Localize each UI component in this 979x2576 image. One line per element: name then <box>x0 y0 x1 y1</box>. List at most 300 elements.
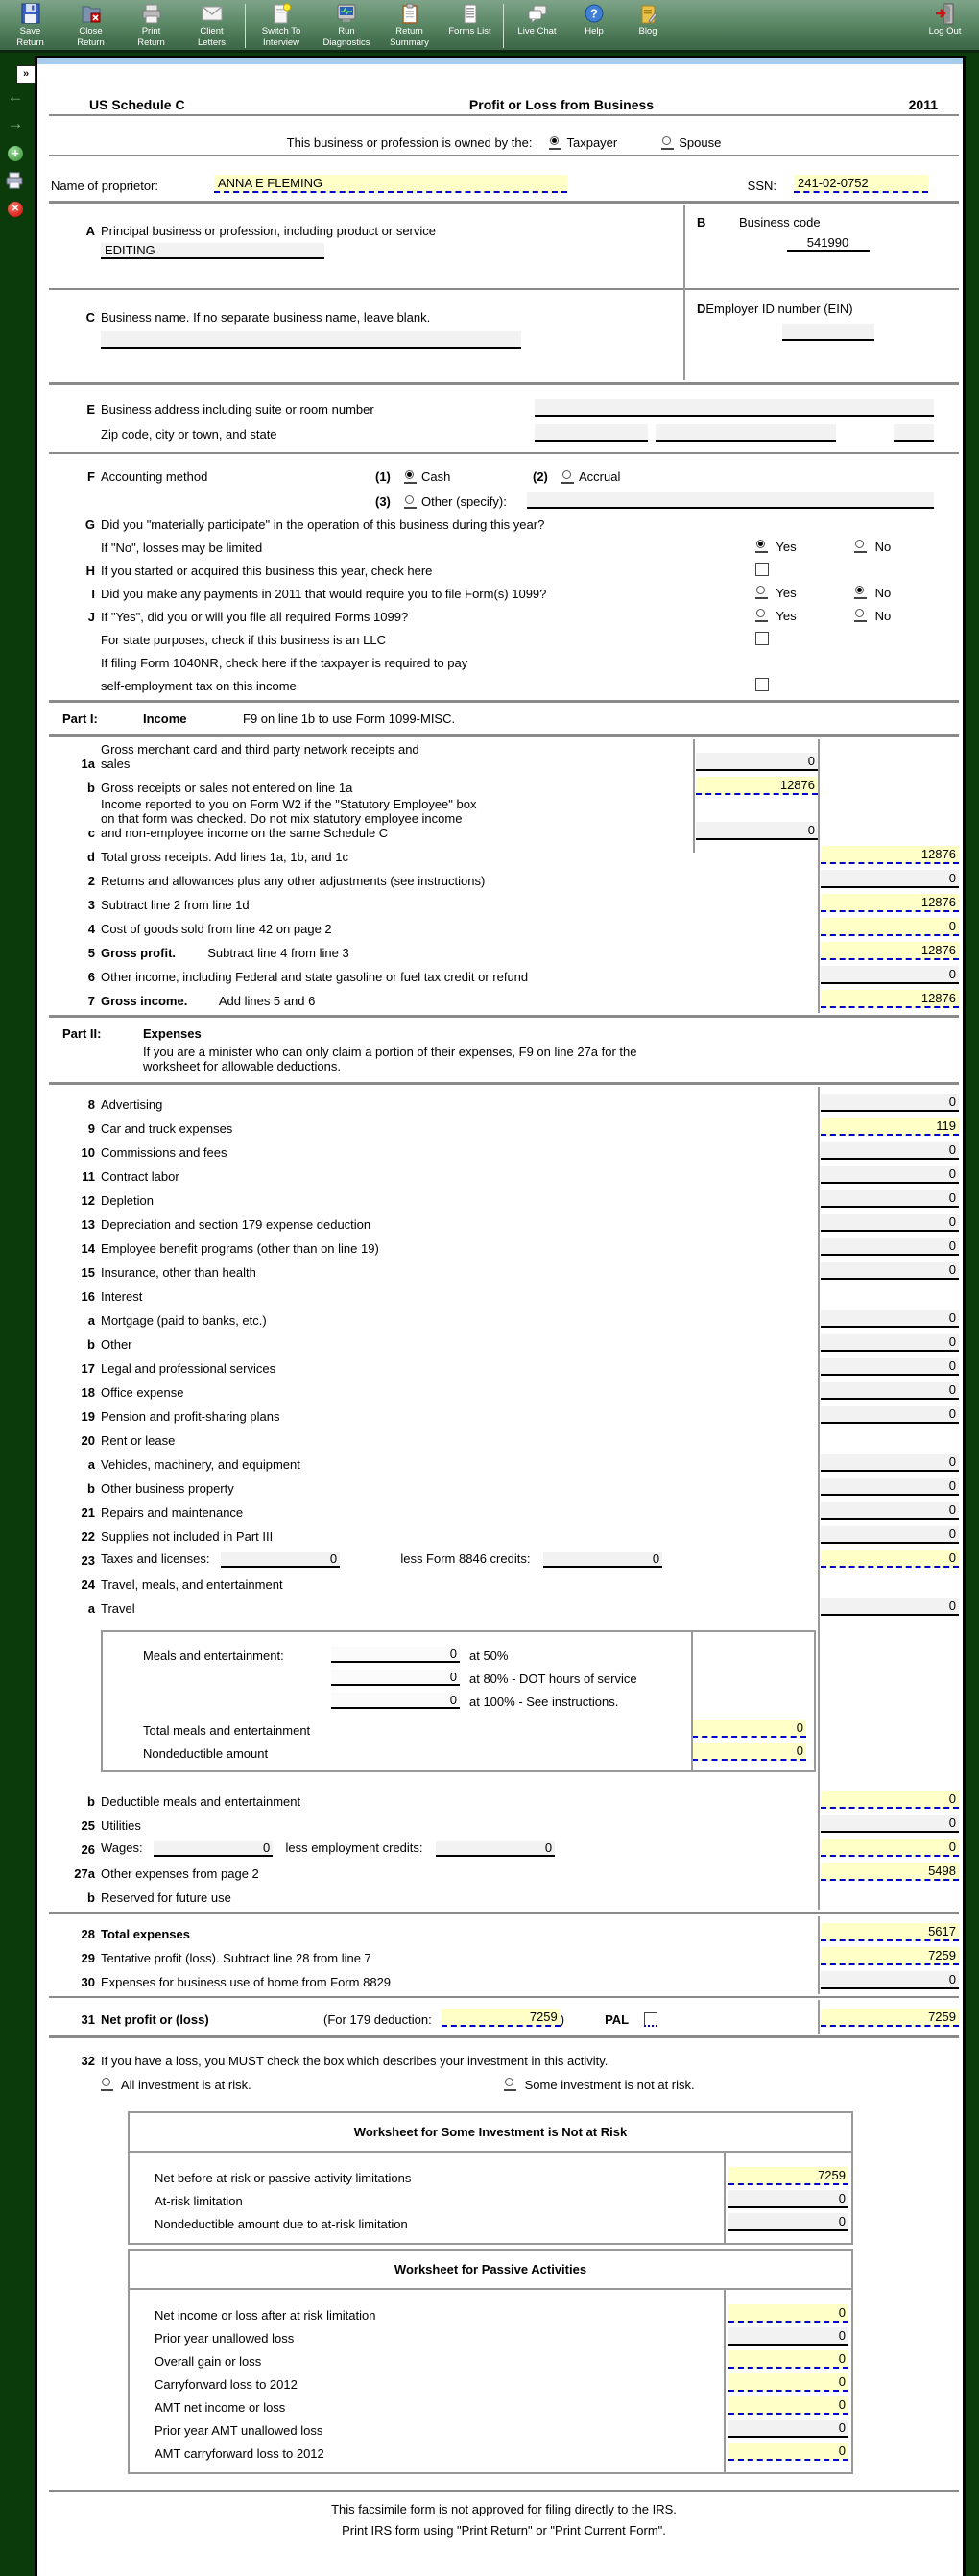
line-32-block <box>49 2040 959 2094</box>
llc-checkbox[interactable] <box>755 632 769 645</box>
line-19-value[interactable]: 0 <box>821 1406 959 1424</box>
option-3-number: (3) <box>375 494 391 509</box>
section-c-label: Business name. If no separate business name, leave blank. <box>101 310 431 325</box>
meals-label: Meals and entertainment: <box>143 1649 284 1663</box>
line-4-row <box>49 913 959 937</box>
line-5-lead: Gross profit. <box>101 946 177 960</box>
ws1-net-before-value[interactable]: 7259 <box>728 2167 848 2185</box>
button-label: Letters <box>197 36 227 48</box>
line-number: 10 <box>81 1145 95 1160</box>
worksheet-row-label: Carryforward loss to 2012 <box>155 2377 298 2392</box>
divider <box>49 1912 959 1914</box>
expense-row <box>49 1089 959 1113</box>
blog-icon <box>635 3 660 25</box>
line-1a-label: sales <box>101 757 131 771</box>
ws1-at-risk-limit-value[interactable]: 0 <box>728 2190 848 2208</box>
button-label: Return <box>137 36 165 48</box>
part1-subtitle: Income <box>143 711 187 726</box>
button-label: Print <box>141 26 161 36</box>
ws2-carryforward-value[interactable]: 0 <box>728 2373 848 2392</box>
spouse-radio[interactable] <box>661 136 674 150</box>
expense-row <box>49 1233 959 1257</box>
line-31-row <box>49 2004 959 2028</box>
other-method-specify-field[interactable] <box>527 492 934 509</box>
j-no-radio[interactable] <box>854 609 867 622</box>
part1-table <box>49 739 959 1013</box>
ein-field[interactable] <box>782 324 874 341</box>
line-number: 1a <box>81 757 95 771</box>
line-17-value[interactable]: 0 <box>821 1358 959 1376</box>
other-method-radio[interactable] <box>404 495 417 509</box>
divider <box>49 288 959 290</box>
blog-button[interactable] <box>621 3 675 37</box>
button-label: Blog <box>638 26 657 36</box>
expense-label: Mortgage (paid to banks, etc.) <box>101 1313 267 1328</box>
section-g-line1: Did you "materially participate" in the operation of this business during this year? <box>101 518 545 532</box>
expense-label: Other business property <box>101 1481 234 1496</box>
principal-business-field[interactable]: EDITING <box>101 243 324 259</box>
ssn-label: SSN: <box>747 179 776 193</box>
client-letters-icon <box>200 3 225 25</box>
city-field[interactable] <box>656 424 836 442</box>
proprietor-name-field[interactable]: ANNA E FLEMING <box>214 175 567 193</box>
meals-50-text: at 50% <box>469 1649 509 1663</box>
line-number: 27a <box>74 1866 95 1881</box>
line-24-row <box>49 1569 959 1593</box>
line-1c-value[interactable]: 0 <box>696 822 818 840</box>
worksheet-row-label: Nondeductible amount due to at-risk limitation <box>155 2217 408 2231</box>
section-e <box>49 387 959 450</box>
option-1-number: (1) <box>375 469 391 484</box>
line-20b-value[interactable]: 0 <box>821 1478 959 1496</box>
line-2-row <box>49 865 959 889</box>
i-yes-label: Yes <box>776 586 797 600</box>
line-29-value[interactable]: 7259 <box>821 1947 959 1965</box>
section-d-letter: D <box>697 301 706 316</box>
line-number: 12 <box>81 1193 95 1208</box>
button-label: Return <box>16 36 44 48</box>
line-11-value[interactable]: 0 <box>821 1166 959 1184</box>
expense-label: Contract labor <box>101 1169 179 1184</box>
back-arrow-icon[interactable]: ← <box>7 87 24 106</box>
line-number: 15 <box>81 1265 95 1280</box>
line-number: c <box>87 826 95 840</box>
section-g-letter: G <box>84 518 95 532</box>
line-4-value[interactable]: 0 <box>821 918 959 936</box>
employment-credits-field[interactable]: 0 <box>436 1841 555 1857</box>
log-out-button[interactable] <box>915 3 975 37</box>
part1-title: Part I: <box>62 711 98 726</box>
toolbar-separator <box>503 4 504 48</box>
line-15-value[interactable]: 0 <box>821 1262 959 1280</box>
se-tax-checkbox[interactable] <box>755 678 769 691</box>
forward-arrow-icon[interactable]: → <box>7 114 24 132</box>
line-31-value[interactable]: 7259 <box>821 2009 959 2027</box>
button-label: Log Out <box>928 26 962 36</box>
tax-year: 2011 <box>908 97 938 112</box>
line-3-value[interactable]: 12876 <box>821 894 959 912</box>
divider <box>49 452 959 454</box>
line-number: 29 <box>81 1951 95 1965</box>
other-method-label: Other (specify): <box>421 494 507 509</box>
meals-column-line <box>691 1632 693 1770</box>
worksheet-row <box>130 2369 851 2392</box>
pal-label: PAL <box>605 2012 630 2027</box>
button-label: Live Chat <box>517 26 557 36</box>
ws2-net-after-value[interactable]: 0 <box>728 2304 848 2323</box>
line-20a-value[interactable]: 0 <box>821 1454 959 1472</box>
line-5-row <box>49 937 959 961</box>
line-29-row <box>49 1942 959 1966</box>
line-6-value[interactable]: 0 <box>821 966 959 984</box>
button-label: Interview <box>262 36 299 48</box>
outer-column-line <box>818 2000 820 2034</box>
line-30-value[interactable]: 0 <box>821 1971 959 1989</box>
i-no-label: No <box>874 586 892 600</box>
section-i-letter: I <box>91 587 95 601</box>
help-icon <box>582 3 607 25</box>
footer-line2: Print IRS form using "Print Return" or "Print Current Form". <box>342 2523 666 2539</box>
line-number: 2 <box>87 874 95 888</box>
line-3-label: Subtract line 2 from line 1d <box>101 898 250 912</box>
divider <box>49 2490 959 2492</box>
divider <box>49 1015 959 1018</box>
line-10-value[interactable]: 0 <box>821 1142 959 1160</box>
state-field[interactable] <box>894 424 934 442</box>
line-5-value[interactable]: 12876 <box>821 942 959 960</box>
line-1a-label: Gross merchant card and third party network receipts and <box>101 742 419 757</box>
line-28-value[interactable]: 5617 <box>821 1923 959 1941</box>
line-9-value[interactable]: 119 <box>821 1118 959 1136</box>
line-7-value[interactable]: 12876 <box>821 990 959 1008</box>
meals-entertainment-box <box>101 1630 816 1772</box>
worksheet-row-label: At-risk limitation <box>155 2194 243 2208</box>
section-g-line2: If "No", losses may be limited <box>101 541 263 555</box>
button-label: Close <box>79 26 103 36</box>
business-address-field[interactable] <box>535 399 934 417</box>
expense-row <box>49 1425 959 1449</box>
worksheet-row-label: Prior year AMT unallowed loss <box>155 2423 323 2438</box>
line-2-value[interactable]: 0 <box>821 870 959 888</box>
line-number: 19 <box>81 1409 95 1424</box>
line-letter: a <box>87 1313 95 1328</box>
meals-100-field[interactable]: 0 <box>331 1693 460 1709</box>
meals-80-field[interactable]: 0 <box>331 1670 460 1686</box>
line-24a-row <box>49 1593 959 1617</box>
line-number: 3 <box>87 898 95 912</box>
all-at-risk-radio[interactable] <box>101 2078 113 2091</box>
column-divider <box>683 205 685 380</box>
divider <box>49 382 959 385</box>
divider <box>49 2035 959 2038</box>
worksheet-row <box>130 2392 851 2415</box>
wages-field[interactable]: 0 <box>154 1841 273 1857</box>
line-22-value[interactable]: 0 <box>821 1526 959 1544</box>
expense-label: Interest <box>101 1289 143 1304</box>
business-name-field[interactable] <box>101 331 521 349</box>
worksheet-column-line <box>724 2290 726 2472</box>
section-j-label: If "Yes", did you or will you file all required Forms 1099? <box>101 610 409 624</box>
left-sidebar <box>0 53 32 2576</box>
line-number: 28 <box>81 1927 95 1941</box>
line-16b-value[interactable]: 0 <box>821 1334 959 1352</box>
started-business-checkbox[interactable] <box>755 563 769 576</box>
line-number: 9 <box>87 1121 95 1136</box>
save-icon <box>18 3 43 25</box>
section-c-d-row <box>49 292 959 380</box>
button-label: Summary <box>390 36 429 48</box>
print-return-icon <box>139 3 164 25</box>
line-number: 26 <box>81 1842 95 1857</box>
line-letter: b <box>87 1337 95 1352</box>
forms-list-icon <box>458 3 483 25</box>
line-12-value[interactable]: 0 <box>821 1190 959 1208</box>
i-yes-radio[interactable] <box>755 586 768 599</box>
return-summary-button[interactable] <box>379 3 440 49</box>
line-27a-value[interactable]: 5498 <box>821 1863 959 1881</box>
live-chat-button[interactable] <box>507 3 567 37</box>
meals-50-field[interactable]: 0 <box>331 1647 460 1663</box>
line-30-label: Expenses for business use of home from Form 8829 <box>101 1975 392 1989</box>
line-26-mid-label: less employment credits: <box>285 1841 423 1855</box>
line-number: d <box>87 850 95 864</box>
add-record-icon[interactable]: + <box>5 145 26 166</box>
line-26-row <box>49 1834 959 1858</box>
line-1b-row <box>49 772 959 796</box>
part2-note: If you are a minister who can only claim a portion of their expenses, F9 on line 27a for the <box>143 1045 637 1059</box>
run-diagnostics-icon <box>334 3 359 25</box>
forms-list-button[interactable] <box>440 3 500 37</box>
line-3-row <box>49 889 959 913</box>
line-1b-label: Gross receipts or sales not entered on line 1a <box>101 781 353 795</box>
form-header-strip <box>37 58 963 64</box>
worksheet-row-label: AMT net income or loss <box>155 2400 286 2415</box>
line-number: 20 <box>81 1433 95 1448</box>
section-h-letter: H <box>85 564 95 578</box>
line-number: 5 <box>87 946 95 960</box>
line-27b-label: Reserved for future use <box>101 1890 231 1905</box>
help-button[interactable] <box>567 3 621 37</box>
spouse-radio-label: Spouse <box>679 135 722 150</box>
line-number: 18 <box>81 1385 95 1400</box>
expense-label: Insurance, other than health <box>101 1265 256 1280</box>
some-not-at-risk-radio[interactable] <box>504 2078 516 2091</box>
print-return-button[interactable] <box>121 3 181 49</box>
taxes-licenses-field[interactable]: 0 <box>221 1552 340 1568</box>
line-1c-label: Income reported to you on Form W2 if the "Statutory Employee" box <box>101 797 477 811</box>
expense-row <box>49 1113 959 1137</box>
line-32-text: If you have a loss, you MUST check the box which describes your investment in this activity. <box>101 2054 609 2068</box>
line-26-value[interactable]: 0 <box>821 1839 959 1857</box>
meals-nondeductible-value[interactable]: 0 <box>692 1743 806 1761</box>
meals-100-text: at 100% - See instructions. <box>469 1695 619 1709</box>
all-at-risk-label: All investment is at risk. <box>120 2078 251 2092</box>
divider <box>49 1996 959 1998</box>
expense-label: Supplies not included in Part III <box>101 1529 274 1544</box>
ws2-prior-amt-value[interactable]: 0 <box>728 2420 848 2438</box>
run-diagnostics-button[interactable] <box>314 3 379 49</box>
line-8-value[interactable]: 0 <box>821 1094 959 1112</box>
g-yes-label: Yes <box>776 540 797 554</box>
llc-label: For state purposes, check if this business is an LLC <box>101 633 386 647</box>
expense-label: Car and truck expenses <box>101 1121 233 1136</box>
worksheet-row <box>130 2162 851 2185</box>
g-yes-radio[interactable] <box>755 540 768 553</box>
expense-row <box>49 1257 959 1281</box>
worksheet-row-label: Overall gain or loss <box>155 2354 262 2369</box>
line-27b-row <box>49 1882 959 1906</box>
line-1a-value[interactable]: 0 <box>696 753 818 771</box>
footer-line1: This facsimile form is not approved for filing directly to the IRS. <box>331 2502 677 2516</box>
line-1c-label: on that form was checked. Do not mix statutory employee income <box>101 811 463 826</box>
line-24b-row <box>49 1786 959 1810</box>
svg-text:?: ? <box>590 6 598 21</box>
deduction-179-label: (For 179 deduction: <box>323 2012 432 2027</box>
line-26-label: Wages: <box>101 1841 143 1855</box>
expense-label: Other <box>101 1337 132 1352</box>
line-letter: b <box>87 1794 95 1809</box>
taxpayer-radio[interactable] <box>549 136 561 150</box>
meals-nondeductible-label: Nondeductible amount <box>143 1746 269 1761</box>
button-label: Save <box>19 26 41 36</box>
line-number: 32 <box>81 2054 95 2068</box>
deduction-179-field[interactable]: 7259 <box>442 2009 561 2027</box>
worksheet-row <box>130 2323 851 2346</box>
expense-row <box>49 1497 959 1521</box>
j-no-label: No <box>874 609 892 623</box>
ws2-amt-carryforward-value[interactable]: 0 <box>728 2443 848 2461</box>
line-number: 24 <box>81 1577 95 1592</box>
line-13-value[interactable]: 0 <box>821 1214 959 1232</box>
part2-subtitle: Expenses <box>143 1026 202 1041</box>
line-24b-value[interactable]: 0 <box>821 1791 959 1809</box>
worksheet-row <box>130 2346 851 2369</box>
form-schedule-name: US Schedule C <box>89 97 185 112</box>
section-ab-cd <box>49 205 959 380</box>
ws2-prior-unallowed-value[interactable]: 0 <box>728 2327 848 2346</box>
expense-label: Rent or lease <box>101 1433 176 1448</box>
line-18-value[interactable]: 0 <box>821 1382 959 1400</box>
section-f-letter: F <box>87 469 95 484</box>
form-8846-credits-field[interactable]: 0 <box>543 1552 662 1568</box>
ws2-overall-gain-value[interactable]: 0 <box>728 2350 848 2369</box>
line-6-row <box>49 961 959 985</box>
section-j-letter: J <box>87 610 95 624</box>
toolbar-separator <box>245 4 246 48</box>
section-a-b-row <box>49 205 959 286</box>
client-letters-button[interactable] <box>181 3 242 49</box>
meals-80-text: at 80% - DOT hours of service <box>469 1672 637 1686</box>
line-24b-label: Deductible meals and entertainment <box>101 1794 301 1809</box>
line-1d-row <box>49 841 959 865</box>
button-label: Run <box>338 26 355 36</box>
g-no-radio[interactable] <box>854 540 867 553</box>
accrual-radio-label: Accrual <box>579 469 621 484</box>
line-30-row <box>49 1966 959 1990</box>
ssn-field[interactable]: 241-02-0752 <box>794 175 928 193</box>
section-f-label: Accounting method <box>101 469 208 484</box>
live-chat-icon <box>525 3 550 25</box>
close-return-button[interactable] <box>60 3 121 49</box>
expense-row <box>49 1281 959 1305</box>
print-icon[interactable] <box>5 172 26 193</box>
line-1b-value[interactable]: 12876 <box>696 777 818 795</box>
line-7-row <box>49 985 959 1009</box>
expense-label: Advertising <box>101 1097 163 1112</box>
expense-label: Pension and profit-sharing plans <box>101 1409 280 1424</box>
j-yes-label: Yes <box>776 609 797 623</box>
worksheet-row-label: Prior year unallowed loss <box>155 2331 295 2346</box>
worksheet-row <box>130 2438 851 2461</box>
line-16a-value[interactable]: 0 <box>821 1310 959 1328</box>
i-no-radio[interactable] <box>854 586 867 599</box>
worksheet2-title: Worksheet for Passive Activities <box>130 2251 851 2290</box>
line-25-value[interactable]: 0 <box>821 1815 959 1833</box>
line-23-row <box>49 1545 959 1569</box>
worksheet-row-label: Net before at-risk or passive activity limitations <box>155 2171 412 2185</box>
divider <box>49 155 959 156</box>
section-c-letter: C <box>85 310 95 325</box>
schedule-c-form <box>35 56 966 2576</box>
worksheet-row <box>130 2185 851 2208</box>
line-14-value[interactable]: 0 <box>821 1238 959 1256</box>
line-23-value[interactable]: 0 <box>821 1550 959 1568</box>
meals-total-value[interactable]: 0 <box>692 1720 806 1738</box>
ws2-amt-net-value[interactable]: 0 <box>728 2396 848 2415</box>
outer-column-line <box>818 1087 820 1910</box>
line-23-label: Taxes and licenses: <box>101 1552 210 1566</box>
line-1a-row <box>49 741 959 772</box>
expense-row <box>49 1137 959 1161</box>
line-number: 16 <box>81 1289 95 1304</box>
cash-radio[interactable] <box>404 470 417 484</box>
ws1-nondeductible-value[interactable]: 0 <box>728 2213 848 2231</box>
expense-row <box>49 1521 959 1545</box>
switch-to-interview-button[interactable] <box>249 3 314 49</box>
line-number: 11 <box>82 1169 95 1184</box>
expense-row <box>49 1209 959 1233</box>
proprietor-row <box>49 158 959 199</box>
part2-table <box>49 1087 959 1910</box>
pal-checkbox[interactable] <box>644 2012 657 2027</box>
zip-code-field[interactable] <box>535 424 648 442</box>
delete-icon[interactable]: ✕ <box>5 199 26 220</box>
expense-row <box>49 1305 959 1329</box>
line-number: 4 <box>87 922 95 936</box>
section-b-letter: B <box>697 215 706 229</box>
expense-row <box>49 1161 959 1185</box>
button-label: Help <box>585 26 604 36</box>
part2-title: Part II: <box>62 1026 102 1041</box>
line-21-value[interactable]: 0 <box>821 1502 959 1520</box>
line-number: 23 <box>81 1553 95 1568</box>
line-28-label: Total expenses <box>101 1927 190 1941</box>
button-label: Switch To <box>261 26 301 36</box>
sidebar-expand-tab[interactable]: » <box>16 65 36 84</box>
accrual-radio[interactable] <box>561 470 574 484</box>
worksheet-row <box>130 2415 851 2438</box>
line-24a-label: Travel <box>101 1601 135 1616</box>
log-out-icon <box>933 3 958 25</box>
part1-hint: F9 on line 1b to use Form 1099-MISC. <box>243 711 456 726</box>
line-1d-value[interactable]: 12876 <box>821 846 959 864</box>
business-code-field[interactable]: 541990 <box>787 235 870 252</box>
return-summary-icon <box>397 3 422 25</box>
j-yes-radio[interactable] <box>755 609 768 622</box>
save-return-button[interactable] <box>0 3 60 49</box>
line-24a-value[interactable]: 0 <box>821 1598 959 1616</box>
worksheet-passive-activities <box>128 2249 853 2474</box>
